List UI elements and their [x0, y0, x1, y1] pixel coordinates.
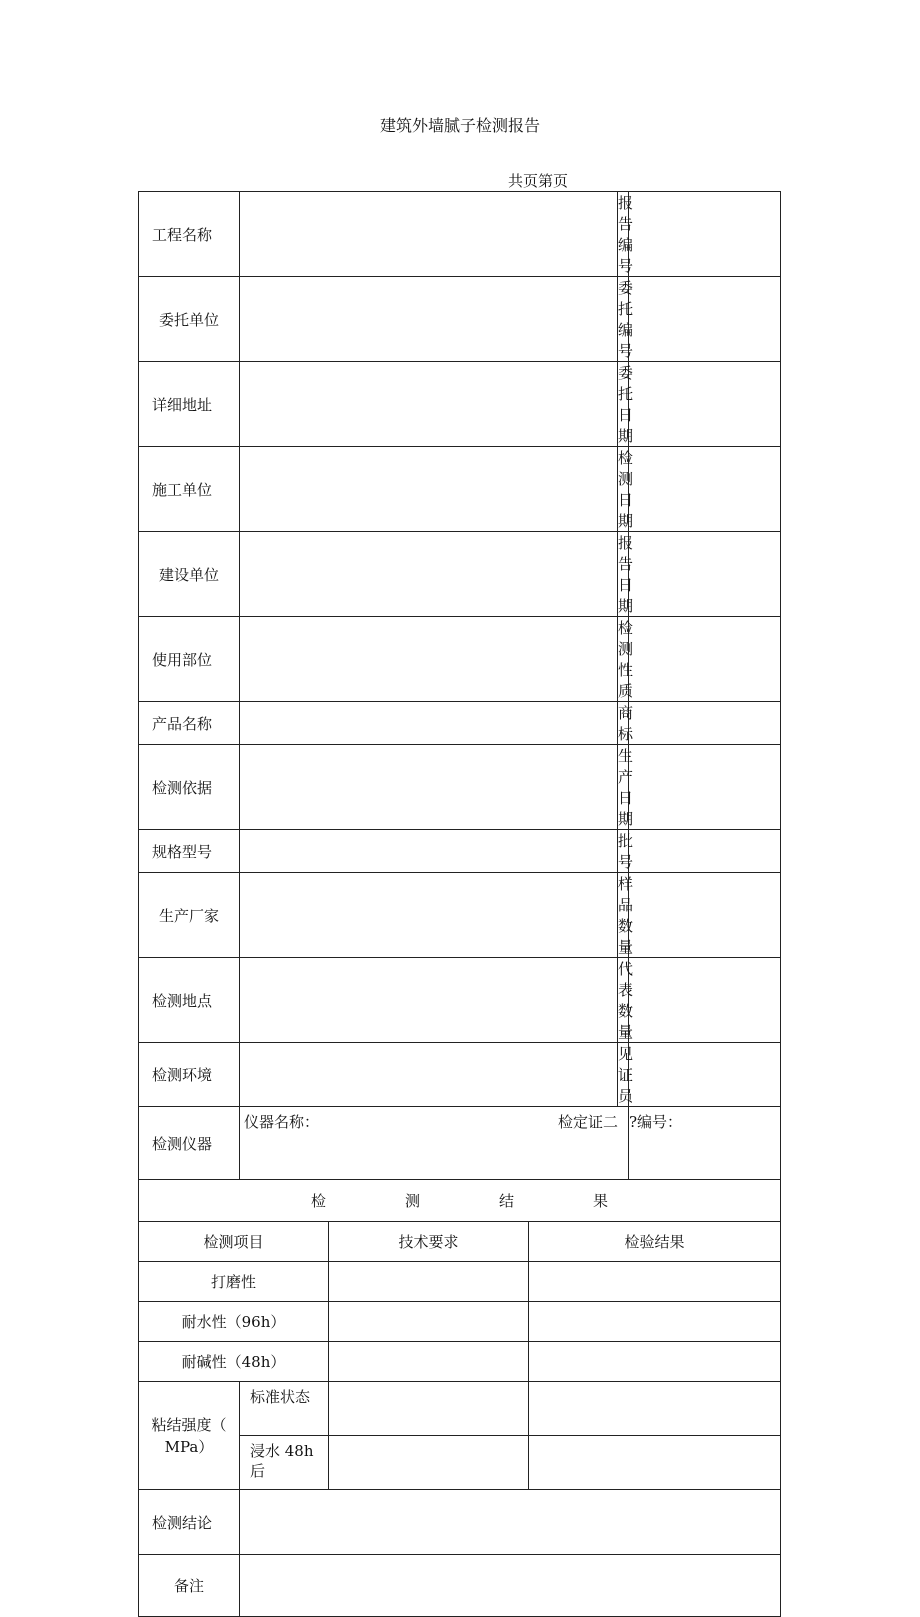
results-title-char: 结	[498, 1192, 514, 1210]
info-value-left[interactable]	[240, 362, 618, 447]
info-label-left: 检测地点	[139, 958, 240, 1043]
info-label-left: 施工单位	[139, 447, 240, 532]
result-row	[139, 1262, 781, 1302]
instrument-label: 检测仪器	[139, 1107, 240, 1180]
info-row	[139, 192, 781, 277]
info-value-left[interactable]	[240, 192, 618, 277]
report-table	[138, 191, 781, 1617]
info-row	[139, 702, 781, 745]
info-label-right: 委托编号	[618, 277, 629, 362]
bond-substate-standard: 标准状态	[240, 1382, 329, 1436]
info-row	[139, 532, 781, 617]
info-value-right[interactable]	[629, 447, 781, 532]
info-value-left[interactable]	[240, 958, 618, 1043]
info-label-right: 检测性质	[618, 617, 629, 702]
info-label-left: 检测依据	[139, 745, 240, 830]
info-value-right[interactable]	[629, 277, 781, 362]
bond-substate-soaked	[240, 1436, 329, 1490]
info-label-right: 批号	[618, 830, 629, 873]
info-row	[139, 745, 781, 830]
results-title-char: 检	[310, 1192, 326, 1210]
info-value-right[interactable]	[629, 702, 781, 745]
conclusion-cell[interactable]	[240, 1490, 781, 1555]
bond-soaked-result-cell[interactable]	[529, 1436, 781, 1490]
info-label-left: 委托单位	[139, 277, 240, 362]
info-value-left[interactable]	[240, 702, 618, 745]
info-row	[139, 617, 781, 702]
info-row	[139, 873, 781, 958]
instrument-name-cell[interactable]	[240, 1107, 629, 1180]
info-label-left: 工程名称	[139, 192, 240, 277]
bond-strength-label-line2: MPa）	[164, 1437, 214, 1456]
remarks-label: 备注	[139, 1555, 240, 1617]
header-technical-requirement: 技术要求	[329, 1222, 529, 1262]
bond-soaked-requirement-cell[interactable]	[329, 1436, 529, 1490]
remarks-row	[139, 1555, 781, 1617]
info-label-left: 详细地址	[139, 362, 240, 447]
bond-soaked-line2: 后	[250, 1462, 266, 1480]
instrument-cert-label: 检定证二	[558, 1113, 619, 1131]
info-value-right[interactable]	[629, 830, 781, 873]
bond-soaked-line1: 浸水 48h	[250, 1442, 314, 1460]
info-row	[139, 277, 781, 362]
bond-standard-result-cell[interactable]	[529, 1382, 781, 1436]
info-value-left[interactable]	[240, 617, 618, 702]
info-value-right[interactable]	[629, 958, 781, 1043]
info-value-left[interactable]	[240, 532, 618, 617]
bond-strength-row	[139, 1382, 781, 1436]
bond-strength-label	[139, 1382, 240, 1490]
info-label-right: 报告日期	[618, 532, 629, 617]
info-label-right: 委托日期	[618, 362, 629, 447]
page-info: 共页第页	[508, 172, 569, 190]
info-label-left: 检测环境	[139, 1043, 240, 1107]
conclusion-label: 检测结论	[139, 1490, 240, 1555]
info-row	[139, 447, 781, 532]
result-requirement-cell[interactable]	[329, 1342, 529, 1382]
results-title-char: 测	[404, 1192, 420, 1210]
bond-standard-requirement-cell[interactable]	[329, 1382, 529, 1436]
info-row	[139, 362, 781, 447]
result-item-label: 耐碱性（48h）	[139, 1342, 329, 1382]
info-label-right: 商标	[618, 702, 629, 745]
info-value-right[interactable]	[629, 617, 781, 702]
info-value-left[interactable]	[240, 873, 618, 958]
info-value-right[interactable]	[629, 192, 781, 277]
instrument-number-cell[interactable]	[629, 1107, 781, 1180]
info-row	[139, 830, 781, 873]
result-value-cell[interactable]	[529, 1302, 781, 1342]
instrument-name-label: 仪器名称：	[244, 1113, 320, 1131]
info-value-right[interactable]	[629, 362, 781, 447]
info-label-left: 规格型号	[139, 830, 240, 873]
info-value-left[interactable]	[240, 447, 618, 532]
info-label-right: 生产日期	[618, 745, 629, 830]
result-item-label: 打磨性	[139, 1262, 329, 1302]
info-row	[139, 958, 781, 1043]
instrument-row	[139, 1107, 781, 1180]
info-label-right: 报告编号	[618, 192, 629, 277]
results-title-char: 果	[592, 1192, 608, 1210]
info-value-right[interactable]	[629, 1043, 781, 1107]
conclusion-row	[139, 1490, 781, 1555]
info-value-right[interactable]	[629, 532, 781, 617]
result-requirement-cell[interactable]	[329, 1262, 529, 1302]
info-value-left[interactable]	[240, 277, 618, 362]
bond-strength-label-line1: 粘结强度（	[151, 1415, 227, 1434]
info-label-left: 生产厂家	[139, 873, 240, 958]
info-label-right: 代表数量	[618, 958, 629, 1043]
result-value-cell[interactable]	[529, 1342, 781, 1382]
info-label-left: 产品名称	[139, 702, 240, 745]
result-row	[139, 1342, 781, 1382]
report-form	[138, 191, 780, 1617]
results-title	[139, 1180, 781, 1222]
info-value-left[interactable]	[240, 745, 618, 830]
remarks-cell[interactable]	[240, 1555, 781, 1617]
info-value-left[interactable]	[240, 1043, 618, 1107]
instrument-number-label: ?编号：	[629, 1113, 683, 1131]
header-test-item: 检测项目	[139, 1222, 329, 1262]
info-value-right[interactable]	[629, 873, 781, 958]
info-label-left: 使用部位	[139, 617, 240, 702]
info-label-left: 建设单位	[139, 532, 240, 617]
info-value-right[interactable]	[629, 745, 781, 830]
result-value-cell[interactable]	[529, 1262, 781, 1302]
info-row	[139, 1043, 781, 1107]
info-label-right: 样品数量	[618, 873, 629, 958]
info-label-right: 检测日期	[618, 447, 629, 532]
result-row	[139, 1302, 781, 1342]
result-requirement-cell[interactable]	[329, 1302, 529, 1342]
results-title-row	[139, 1180, 781, 1222]
results-header-row	[139, 1222, 781, 1262]
info-value-left[interactable]	[240, 830, 618, 873]
info-label-right: 见证员	[618, 1043, 629, 1107]
header-test-result: 检验结果	[529, 1222, 781, 1262]
report-title: 建筑外墙腻子检测报告	[379, 116, 540, 135]
result-item-label: 耐水性（96h）	[139, 1302, 329, 1342]
